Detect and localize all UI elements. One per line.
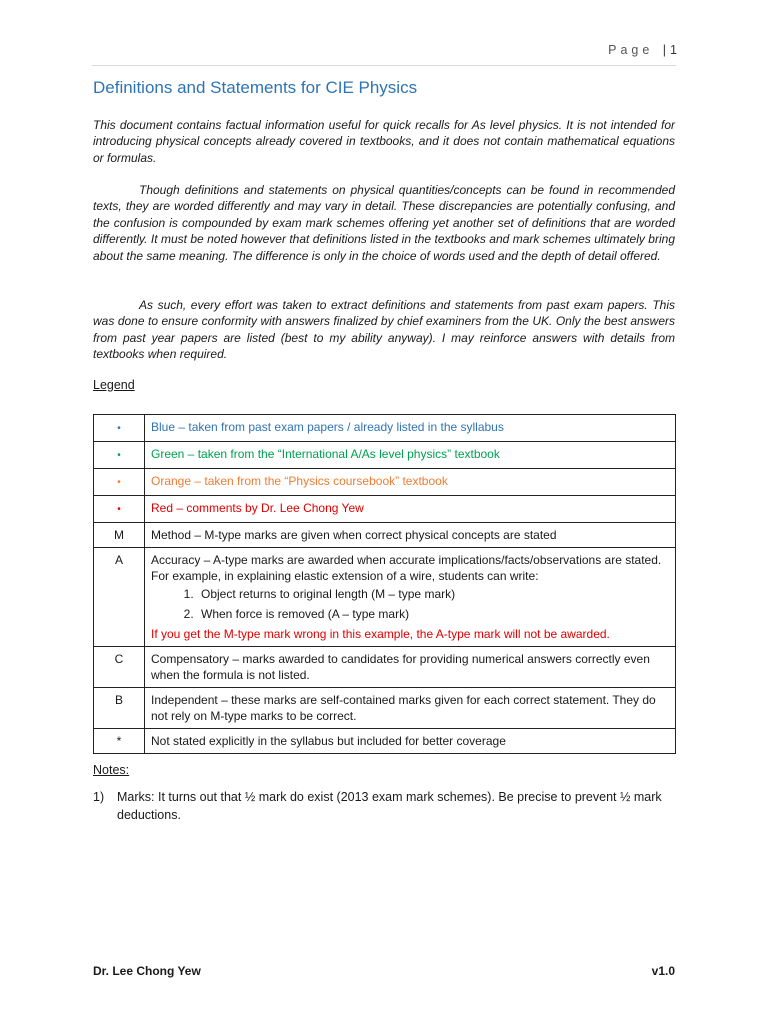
legend-row-orange <box>94 469 676 496</box>
bullet-icon: • <box>94 415 145 442</box>
page-label: Page <box>608 43 654 57</box>
legend-row-compensatory <box>94 647 676 688</box>
footer-version: v1.0 <box>651 964 675 978</box>
legend-row-method <box>94 523 676 548</box>
intro-paragraph-1: This document contains factual information useful for quick recalls for As level physics. It is not intended for introducing physical concepts already covered in textbooks, and it does not contain mathematical equations or formulas. <box>93 118 675 165</box>
bullet-icon: • <box>94 496 145 523</box>
document-title: Definitions and Statements for CIE Physics <box>93 78 418 97</box>
legend-row-blue <box>94 415 676 442</box>
note-number: 1) <box>93 790 105 804</box>
intro-paragraph-2: Though definitions and statements on physical quantities/concepts can be found in recommended texts, they are worded differently and may vary in detail. These discrepancies are potentially confusing, and the confusion is compounded by exam mark schemes offering yet another set of definitions that are worded differently. It must be noted however that definitions listed in the textbooks and mark schemes ultimately bring about the same meaning. The difference is only in the choice of words used and the depth of detail offered. <box>93 183 675 263</box>
legend-text: Independent – these marks are self-contained marks given for each correct statement. They do not rely on M-type marks to be correct. <box>145 688 676 729</box>
legend-key: C <box>94 647 145 688</box>
bullet-icon: • <box>94 442 145 469</box>
legend-text: Method – M-type marks are given when correct physical concepts are stated <box>145 523 676 548</box>
legend-key: M <box>94 523 145 548</box>
page-number-value: 1 <box>670 43 677 57</box>
legend-text: Red – comments by Dr. Lee Chong Yew <box>145 496 676 523</box>
legend-key: * <box>94 729 145 754</box>
example-item: 1. Object returns to original length (M – type mark) <box>197 586 669 602</box>
legend-table <box>93 414 676 754</box>
legend-text: Blue – taken from past exam papers / already listed in the syllabus <box>145 415 676 442</box>
legend-text: Accuracy – A-type marks are awarded when accurate implications/facts/observations are stated. For example, in explaining elastic extension of a wire, students can write: <box>151 553 662 583</box>
example-list <box>151 586 669 622</box>
legend-cell-accuracy <box>145 548 676 647</box>
legend-text: Not stated explicitly in the syllabus but included for better coverage <box>145 729 676 754</box>
intro-paragraph-3: As such, every effort was taken to extract definitions and statements from past exam papers. This was done to ensure conformity with answers finalized by chief examiners from the UK. Only the best answers from past year papers are listed (best to my ability anyway). I may reinforce answers with details from textbooks when required. <box>93 298 675 362</box>
legend-text: Green – taken from the “International A/As level physics” textbook <box>145 442 676 469</box>
legend-row-independent <box>94 688 676 729</box>
legend-row-red <box>94 496 676 523</box>
legend-key: A <box>94 548 145 647</box>
legend-heading: Legend <box>93 378 135 392</box>
notes-heading: Notes: <box>93 763 130 777</box>
page-separator: | <box>662 43 667 57</box>
legend-key: B <box>94 688 145 729</box>
note-item <box>93 788 675 824</box>
legend-row-accuracy <box>94 548 676 647</box>
bullet-icon: • <box>94 469 145 496</box>
legend-row-asterisk <box>94 729 676 754</box>
footer-author: Dr. Lee Chong Yew <box>93 964 201 978</box>
accuracy-note: If you get the M-type mark wrong in this example, the A-type mark will not be awarded. <box>151 627 610 641</box>
legend-row-green <box>94 442 676 469</box>
page-number <box>608 43 677 57</box>
header-divider <box>92 65 676 66</box>
legend-text: Compensatory – marks awarded to candidates for providing numerical answers correctly even when the formula is not listed. <box>145 647 676 688</box>
note-text: Marks: It turns out that ½ mark do exist (2013 exam mark schemes). Be precise to prevent ½ mark deductions. <box>117 790 662 822</box>
legend-text: Orange – taken from the “Physics coursebook” textbook <box>145 469 676 496</box>
example-item: 2. When force is removed (A – type mark) <box>197 606 669 622</box>
